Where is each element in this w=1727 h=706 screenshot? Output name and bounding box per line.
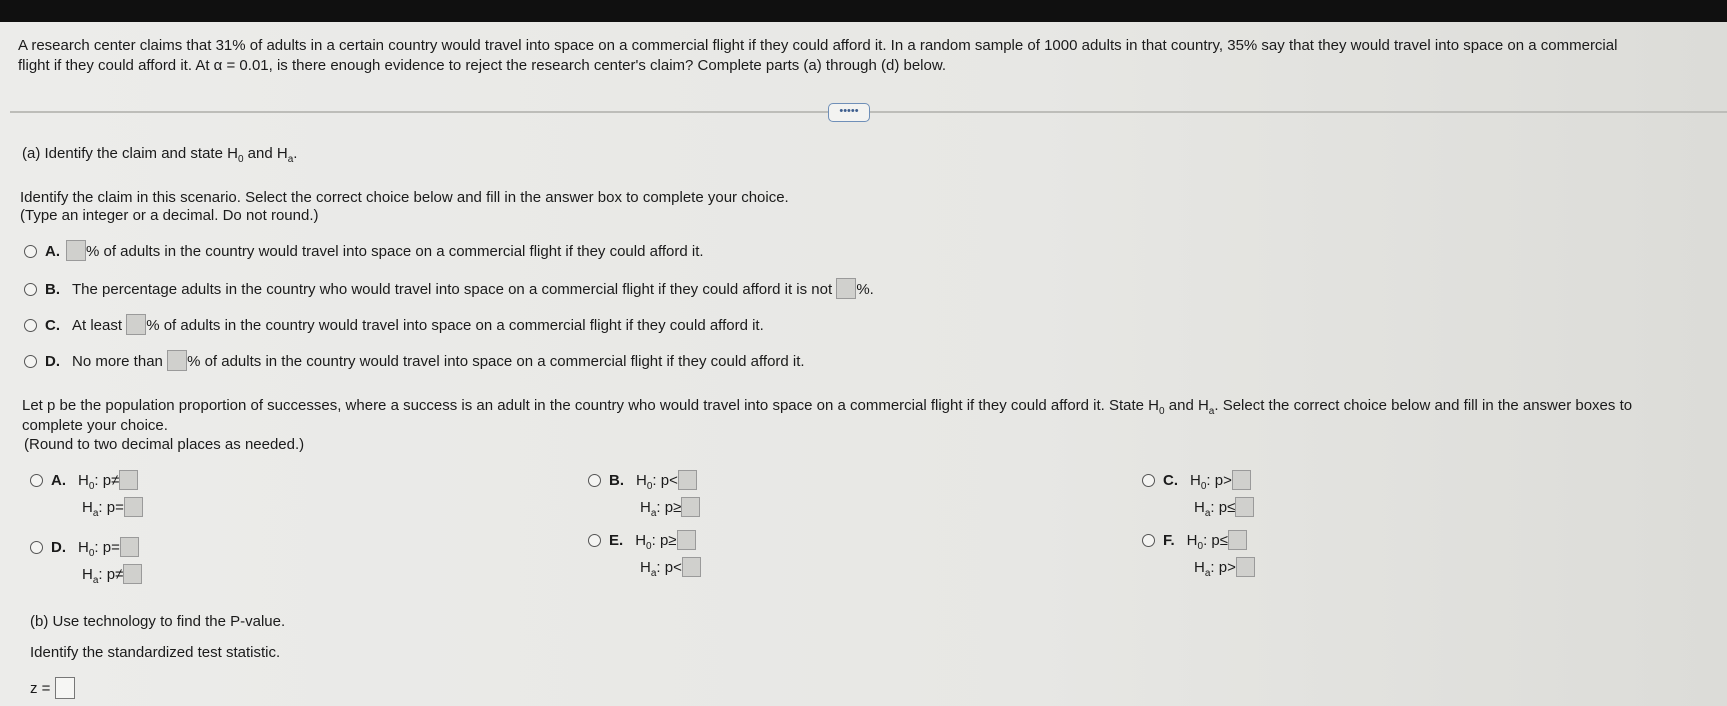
hypothesis-instruction-text: Let p be the population proportion of successes, where a success is an adult in the country who would travel into space on a commercial flight if they could afford it. State H xyxy=(22,397,1160,414)
radio-hyp-f[interactable] xyxy=(1142,534,1155,547)
claim-choice-a-text: % of adults in the country would travel into space on a commercial flight if they could afford it. xyxy=(86,243,704,260)
hyp-e-ha-box[interactable] xyxy=(682,557,701,577)
part-a-heading-end: . xyxy=(293,145,298,162)
z-label: z = xyxy=(30,680,51,697)
hyp-f-h0-symbol: p≤ xyxy=(1211,532,1228,549)
problem-line-2: flight if they could afford it. At α = 0.01, is there enough evidence to reject the research center's claim? Complete parts (a) through (d) below. xyxy=(18,57,947,74)
radio-hyp-a[interactable] xyxy=(30,474,43,487)
z-statistic-input[interactable] xyxy=(55,677,75,699)
part-a-heading-mid: and H xyxy=(243,145,288,162)
hyp-a-h0-symbol: p≠ xyxy=(102,472,120,489)
hyp-c-h0-symbol: p> xyxy=(1214,472,1232,489)
hyp-d-ha-symbol: p≠ xyxy=(106,566,124,583)
claim-choice-d[interactable] xyxy=(24,350,805,371)
hyp-choice-c-letter: C. xyxy=(1163,472,1178,489)
claim-instruction: Identify the claim in this scenario. Select the correct choice below and fill in the answer box to complete your choice. xyxy=(20,189,789,206)
hyp-a-ha-symbol: p= xyxy=(106,499,124,516)
top-bar xyxy=(0,0,1727,22)
hypothesis-instruction-round: (Round to two decimal places as needed.) xyxy=(24,436,305,453)
hypothesis-instruction-2: complete your choice. xyxy=(22,417,168,434)
claim-choice-b-letter: B. xyxy=(45,281,60,298)
hyp-c-ha-box[interactable] xyxy=(1235,497,1254,517)
claim-choice-d-text: % of adults in the country would travel into space on a commercial flight if they could afford it. xyxy=(187,353,805,370)
hyp-e-ha-symbol: p< xyxy=(664,559,682,576)
hypothesis-instruction-mid: and H xyxy=(1164,397,1209,414)
hyp-a-ha-box[interactable] xyxy=(124,497,143,517)
part-a-heading: (a) Identify the claim and state $H_0$ and $H_a$. xyxy=(22,145,298,165)
claim-d-answer-box[interactable] xyxy=(167,350,187,371)
part-b-instruction: Identify the standardized test statistic. xyxy=(30,644,281,661)
problem-line-1: A research center claims that 31% of adults in a certain country would travel into space on a commercial flight if they could afford it. In a random sample of 1000 adults in that country, 35% say that they would travel into space on a commercial xyxy=(18,37,1618,54)
claim-choice-c-prefix: At least xyxy=(72,317,123,334)
radio-hyp-c[interactable] xyxy=(1142,474,1155,487)
hyp-b-h0-box[interactable] xyxy=(678,470,697,490)
hyp-choice-f[interactable]: F. $H_0$: p≤ $H_a$: p> xyxy=(1142,530,1255,584)
radio-claim-c[interactable] xyxy=(24,319,37,332)
claim-choice-c-letter: C. xyxy=(45,317,60,334)
hyp-b-ha-symbol: p≥ xyxy=(664,499,682,516)
hyp-choice-d-letter: D. xyxy=(51,539,66,556)
hyp-c-ha-symbol: p≤ xyxy=(1218,499,1236,516)
claim-choice-b-suffix: %. xyxy=(856,281,874,298)
hyp-d-h0-box[interactable] xyxy=(120,537,139,557)
claim-b-answer-box[interactable] xyxy=(836,278,856,299)
part-a-heading-text: (a) Identify the claim and state H xyxy=(22,145,238,162)
claim-choice-a[interactable] xyxy=(24,240,704,261)
hyp-b-h0-symbol: p< xyxy=(660,472,678,489)
claim-choice-c[interactable] xyxy=(24,314,764,335)
claim-choice-c-text: % of adults in the country would travel into space on a commercial flight if they could afford it. xyxy=(146,317,764,334)
radio-hyp-d[interactable] xyxy=(30,541,43,554)
radio-claim-b[interactable] xyxy=(24,283,37,296)
hyp-choice-e[interactable]: E. $H_0$: p≥ $H_a$: p< xyxy=(588,530,701,584)
z-statistic-row xyxy=(30,677,75,699)
radio-claim-a[interactable] xyxy=(24,245,37,258)
hyp-choice-e-letter: E. xyxy=(609,532,624,549)
radio-claim-d[interactable] xyxy=(24,355,37,368)
hyp-e-h0-symbol: p≥ xyxy=(659,532,677,549)
claim-a-answer-box[interactable] xyxy=(66,240,86,261)
part-b-heading: (b) Use technology to find the P-value. xyxy=(30,613,286,630)
claim-choice-d-letter: D. xyxy=(45,353,60,370)
claim-choice-b-text: The percentage adults in the country who would travel into space on a commercial flight if they could afford it is not xyxy=(72,281,833,298)
hyp-choice-a[interactable]: A. $H_0$: p≠ $H_a$: p= xyxy=(30,470,143,524)
claim-choice-d-prefix: No more than xyxy=(72,353,163,370)
hyp-f-h0-box[interactable] xyxy=(1228,530,1247,550)
claim-choice-b[interactable] xyxy=(24,278,874,299)
radio-hyp-b[interactable] xyxy=(588,474,601,487)
more-options-button[interactable]: ••••• xyxy=(828,103,870,122)
hyp-b-ha-box[interactable] xyxy=(681,497,700,517)
claim-instruction-format: (Type an integer or a decimal. Do not round.) xyxy=(20,207,319,224)
hyp-choice-b[interactable]: B. $H_0$: p< $H_a$: p≥ xyxy=(588,470,700,524)
hyp-choice-f-letter: F. xyxy=(1163,532,1175,549)
hyp-e-h0-box[interactable] xyxy=(677,530,696,550)
hyp-d-ha-box[interactable] xyxy=(123,564,142,584)
claim-choice-a-letter: A. xyxy=(45,243,60,260)
hyp-choice-b-letter: B. xyxy=(609,472,624,489)
hyp-d-h0-symbol: p= xyxy=(102,539,120,556)
hyp-a-h0-box[interactable] xyxy=(119,470,138,490)
hyp-choice-a-letter: A. xyxy=(51,472,66,489)
hypothesis-instruction-end: . Select the correct choice below and fill in the answer boxes to xyxy=(1214,397,1633,414)
radio-hyp-e[interactable] xyxy=(588,534,601,547)
hyp-f-ha-box[interactable] xyxy=(1236,557,1255,577)
hyp-choice-c[interactable]: C. $H_0$: p> $H_a$: p≤ xyxy=(1142,470,1254,524)
hyp-c-h0-box[interactable] xyxy=(1232,470,1251,490)
hypothesis-instruction: Let p be the population proportion of successes, where a success is an adult in the country who would travel into space on a commercial flight if they could afford it. State $H_0$ and $H_a$. Select the correct choice below and fill in the answer boxes to xyxy=(22,397,1633,417)
claim-c-answer-box[interactable] xyxy=(126,314,146,335)
hyp-f-ha-symbol: p> xyxy=(1218,559,1236,576)
hyp-choice-d[interactable]: D. $H_0$: p= $H_a$: p≠ xyxy=(30,537,142,591)
